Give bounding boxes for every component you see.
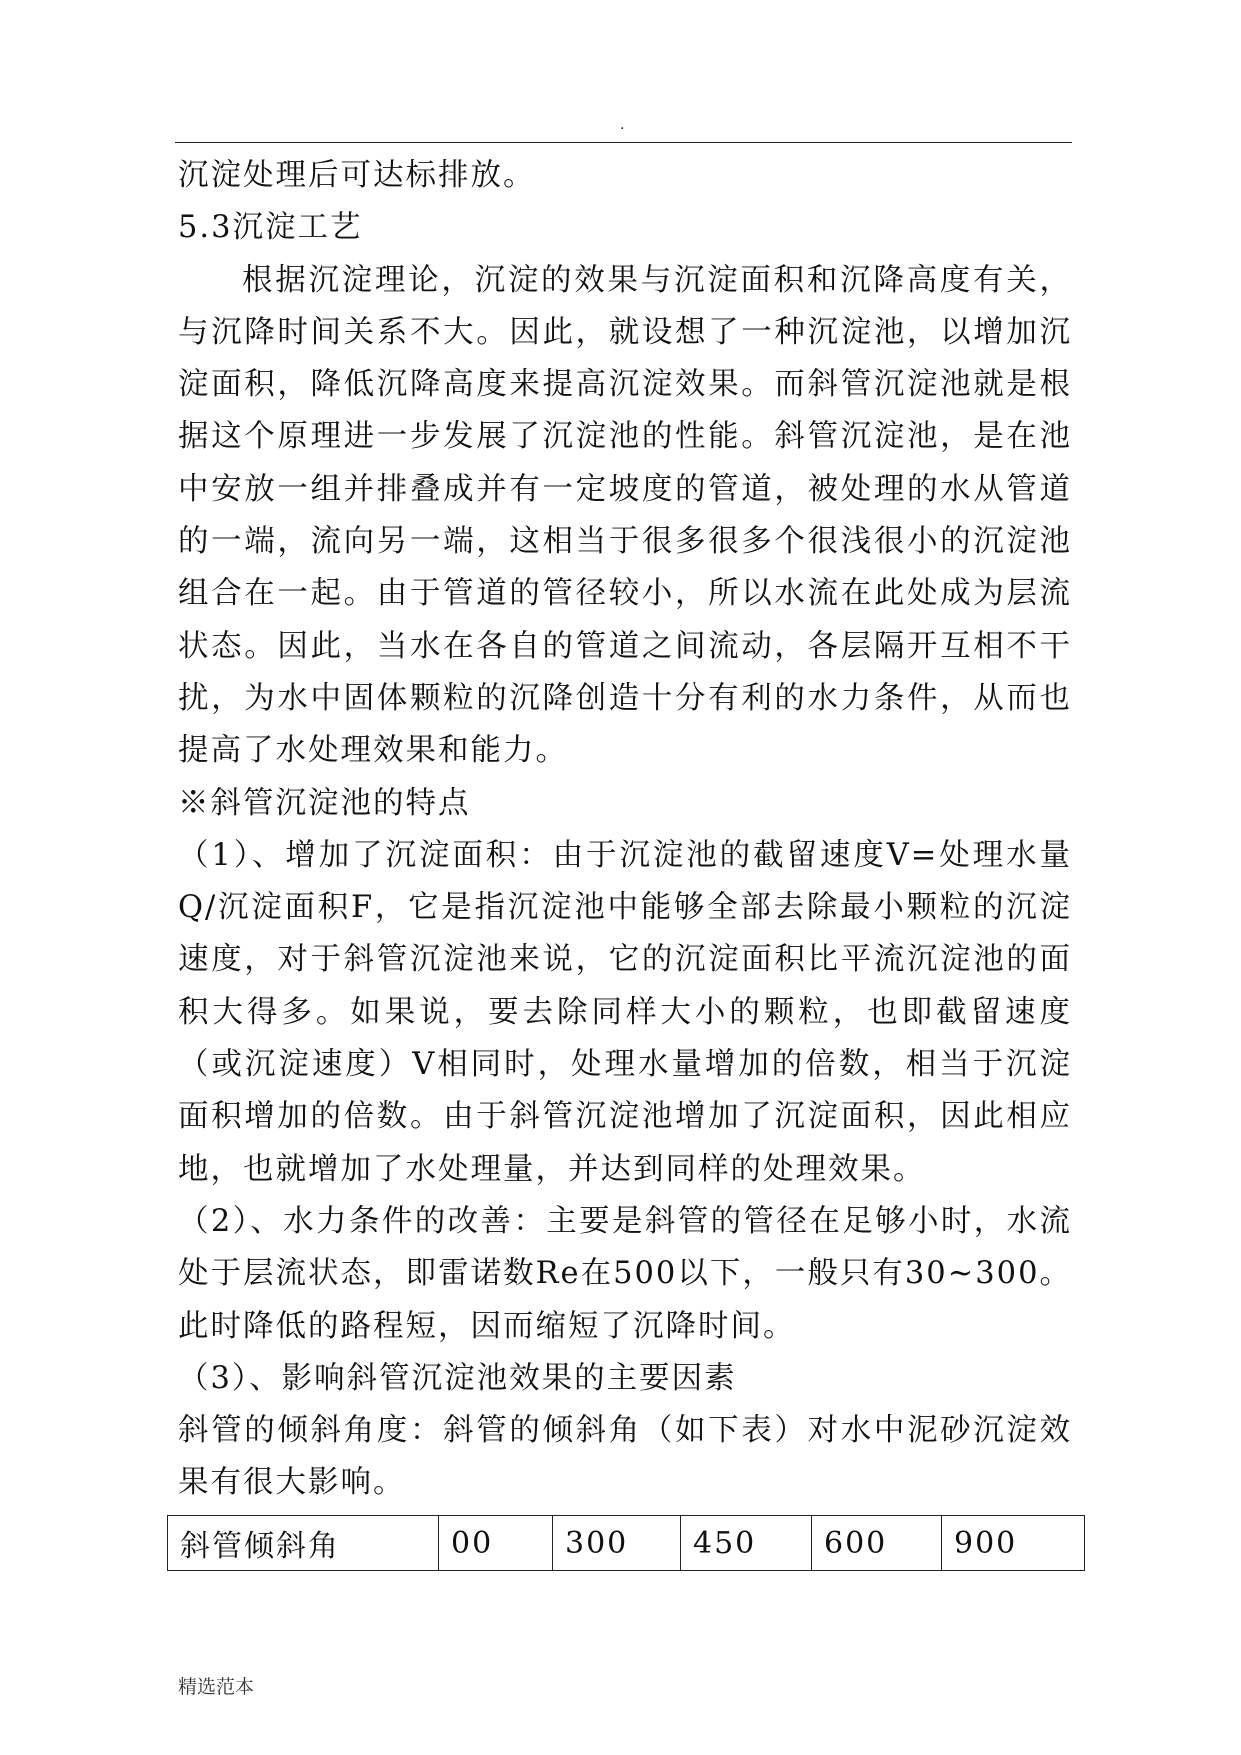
header-rule [175, 142, 1072, 143]
table-cell-label: 斜管倾斜角 [168, 1516, 439, 1571]
footer-text: 精选范本 [178, 1676, 255, 1698]
header-dot: . [620, 117, 625, 133]
table-cell: 900 [942, 1516, 1085, 1571]
table-cell: 00 [439, 1516, 553, 1571]
paragraph-continuation: 沉淀处理后可达标排放。 [178, 158, 536, 193]
tilt-angle-table [167, 1515, 1085, 1571]
table-cell: 450 [681, 1516, 812, 1571]
paragraph-feature-2: （2）、水力条件的改善：主要是斜管的管径在足够小时，水流处于层流状态，即雷诺数Re在500以下，一般只有30~300。此时降低的路程短，因而缩短了沉降时间。 [178, 1203, 1072, 1344]
paragraph-feature-3: （3）、影响斜管沉淀池效果的主要因素 [178, 1360, 737, 1396]
table-cell: 600 [812, 1516, 942, 1571]
section-heading: 5.3沉淀工艺 [178, 210, 363, 246]
paragraph-theory: 根据沉淀理论，沉淀的效果与沉淀面积和沉降高度有关，与沉降时间关系不大。因此，就设想了一种沉淀池，以增加沉淀面积，降低沉降高度来提高沉淀效果。而斜管沉淀池就是根据这个原理进一步发展了沉淀池的性能。斜管沉淀池，是在池中安放一组并排叠成并有一定坡度的管道，被处理的水从管道的一端，流向另一端，这相当于很多很多个很浅很小的沉淀池组合在一起。由于管道的管径较小，所以水流在此处成为层流状态。因此，当水在各自的管道之间流动，各层隔开互相不干扰，为水中固体颗粒的沉降创造十分有利的水力条件，从而也提高了水处理效果和能力。 [178, 262, 1072, 769]
paragraph-feature-1: （1）、增加了沉淀面积：由于沉淀池的截留速度V=处理水量Q/沉淀面积F，它是指沉淀池中能够全部去除最小颗粒的沉淀速度，对于斜管沉淀池来说，它的沉淀面积比平流沉淀池的面积大得多。如果说，要去除同样大小的颗粒，也即截留速度（或沉淀速度）V相同时，处理水量增加的倍数，相当于沉淀面积增加的倍数。由于斜管沉淀池增加了沉淀面积，因此相应地，也就增加了水处理量，并达到同样的处理效果。 [178, 837, 1072, 1187]
body-text [178, 150, 1072, 1510]
table-row [168, 1516, 1085, 1571]
paragraph-tilt-angle: 斜管的倾斜角度：斜管的倾斜角（如下表）对水中泥砂沉淀效果有很大影响。 [178, 1413, 1072, 1501]
table-cell: 300 [553, 1516, 681, 1571]
subheading-features: ※斜管沉淀池的特点 [178, 785, 471, 821]
